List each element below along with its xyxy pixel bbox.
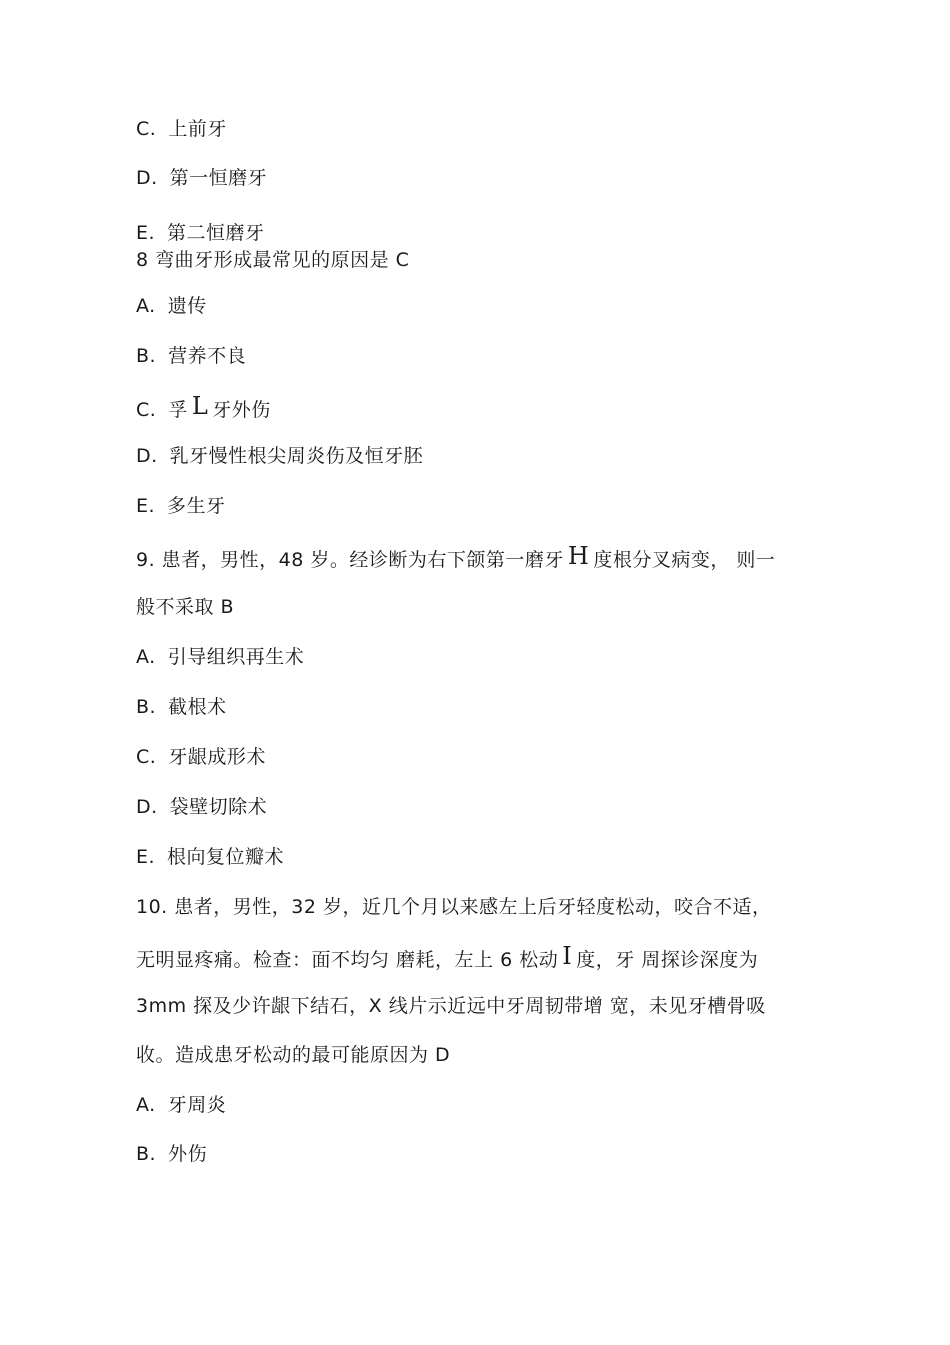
option-label: E. xyxy=(136,495,156,517)
option-label: B. xyxy=(136,345,157,367)
q10-stem-line3: 3mm 探及少许龈下结石，X 线片示近远中牙周韧带增 宽，未见牙槽骨吸 xyxy=(136,995,766,1017)
option-label: D. xyxy=(136,445,158,467)
q9-stem-line2: 般不采取 B xyxy=(136,596,235,618)
option-label: B. xyxy=(136,696,157,718)
q9-option-e xyxy=(136,845,284,869)
q7-option-c xyxy=(136,117,227,141)
option-text: 上前牙 xyxy=(168,118,227,140)
option-label: D. xyxy=(136,167,158,189)
q9-option-b xyxy=(136,695,227,719)
option-label: E. xyxy=(136,222,156,244)
option-text-pre: 孚 xyxy=(168,399,188,421)
option-label: A. xyxy=(136,295,156,317)
q8-option-c xyxy=(136,394,271,422)
ocr-artifact-glyph: H xyxy=(567,542,590,570)
option-text: 第二恒磨牙 xyxy=(167,222,265,244)
q8-option-d xyxy=(136,444,423,468)
ocr-artifact-glyph: L xyxy=(191,392,209,420)
option-text: 多生牙 xyxy=(167,495,226,517)
q7-option-d xyxy=(136,166,267,190)
q7-option-e xyxy=(136,221,265,245)
option-text: 营养不良 xyxy=(168,345,247,367)
ocr-artifact-glyph: I xyxy=(562,942,573,970)
q10-stem-line4: 收。造成患牙松动的最可能原因为 D xyxy=(136,1044,451,1066)
option-label: A. xyxy=(136,1094,156,1116)
q10-option-b xyxy=(136,1142,207,1166)
option-text: 截根术 xyxy=(168,696,227,718)
option-label: C. xyxy=(136,746,157,768)
stem-text-pre: 9. 患者，男性，48 岁。经诊断为右下颌第一磨牙 xyxy=(136,549,564,571)
option-text: 乳牙慢性根尖周炎伤及恒牙胚 xyxy=(169,445,424,467)
q10-stem-line2 xyxy=(136,944,758,972)
option-label: B. xyxy=(136,1143,157,1165)
stem-text-post: 度根分叉病变， 则一 xyxy=(593,549,776,571)
q9-option-a xyxy=(136,645,304,669)
q8-option-b xyxy=(136,344,246,368)
option-text: 牙周炎 xyxy=(167,1094,227,1116)
option-label: D. xyxy=(136,796,158,818)
q8-option-a xyxy=(136,294,207,318)
option-text-post: 牙外伤 xyxy=(212,399,271,421)
q9-option-d xyxy=(136,795,267,819)
option-label: C. xyxy=(136,399,157,421)
option-label: C. xyxy=(136,118,157,140)
stem-text-pre: 无明显疼痛。检查：面不均匀 磨耗，左上 6 松动 xyxy=(136,949,559,971)
option-text: 牙龈成形术 xyxy=(168,746,266,768)
option-label: A. xyxy=(136,646,156,668)
option-text: 外伤 xyxy=(168,1143,208,1165)
q9-option-c xyxy=(136,745,266,769)
q8-stem: 8 弯曲牙形成最常见的原因是 C xyxy=(136,249,410,271)
q9-stem-line1 xyxy=(136,544,775,572)
q10-option-a xyxy=(136,1093,226,1117)
q8-option-e xyxy=(136,494,226,518)
option-text: 袋壁切除术 xyxy=(169,796,268,818)
option-text: 第一恒磨牙 xyxy=(169,167,268,189)
q10-stem-line1: 10. 患者，男性，32 岁，近几个月以来感左上后牙轻度松动，咬合不适， xyxy=(136,896,772,918)
option-label: E. xyxy=(136,846,156,868)
stem-text-post: 度，牙 周探诊深度为 xyxy=(576,949,759,971)
option-text: 根向复位瓣术 xyxy=(167,846,285,868)
option-text: 引导组织再生术 xyxy=(167,646,305,668)
option-text: 遗传 xyxy=(167,295,207,317)
